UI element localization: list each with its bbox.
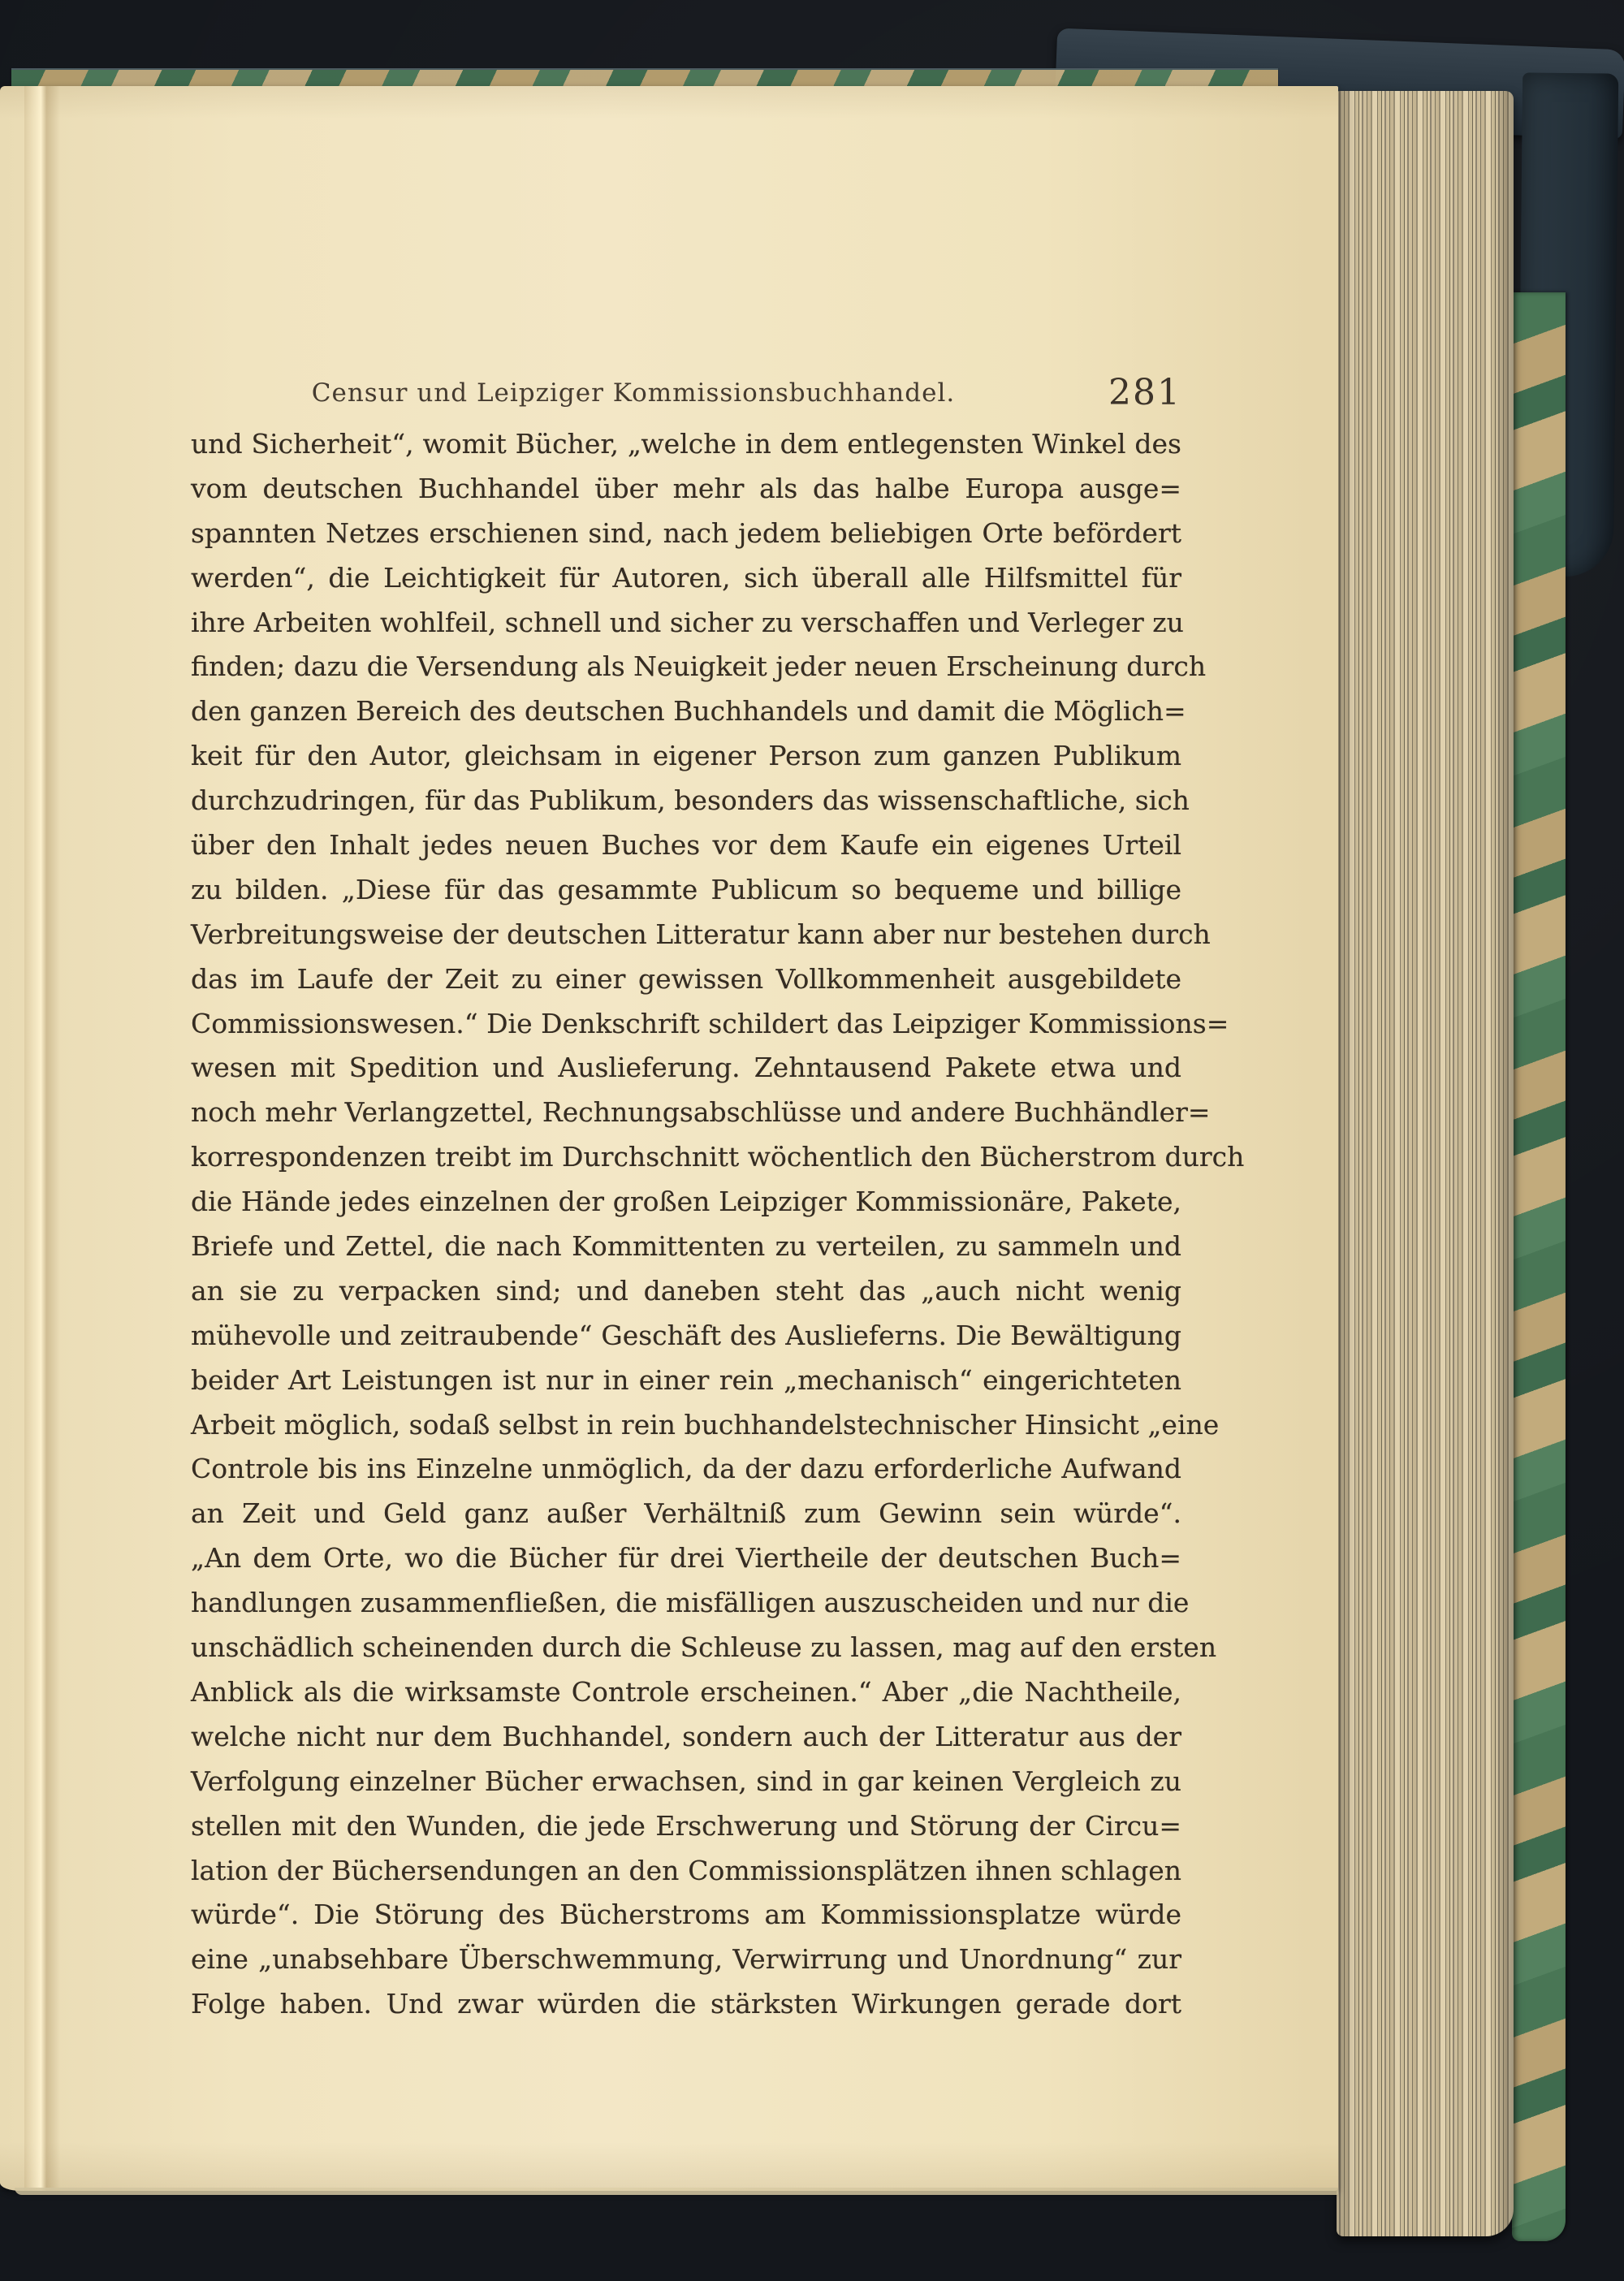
page-stack-fore-edge xyxy=(1337,91,1514,2236)
text-line: „An dem Orte, wo die Bücher für drei Viertheile der deutschen Buch= xyxy=(191,1542,1181,1575)
text-line: finden; dazu die Versendung als Neuigkeit jeder neuen Erscheinung durch xyxy=(191,650,1207,683)
text-line: welche nicht nur dem Buchhandel, sondern auch der Litteratur aus der xyxy=(191,1720,1181,1752)
text-line: Anblick als die wirksamste Controle erscheinen.“ Aber „die Nachtheile, xyxy=(191,1675,1181,1708)
text-line: das im Laufe der Zeit zu einer gewissen Vollkommenheit ausgebildete xyxy=(191,962,1181,995)
marbled-edge-right xyxy=(1512,292,1566,2241)
body-text xyxy=(191,422,1245,2027)
text-line: an Zeit und Geld ganz außer Verhältniß zum Gewinn sein würde“. xyxy=(191,1497,1181,1530)
text-line: Verbreitungsweise der deutschen Litteratur kann aber nur bestehen durch xyxy=(191,918,1211,950)
text-line: und Sicherheit“, womit Bücher, „welche in dem entlegensten Winkel des xyxy=(191,428,1181,460)
running-header-title: Censur und Leipziger Kommissionsbuchhandel. xyxy=(311,378,956,408)
text-line: würde“. Die Störung des Bücherstroms am Kommissionsplatze würde xyxy=(191,1899,1181,1931)
text-line: handlungen zusammenfließen, die misfälligen auszuscheiden und nur die xyxy=(191,1587,1190,1619)
text-line: eine „unabsehbare Überschwemmung, Verwirrung und Unordnung“ zur xyxy=(191,1943,1181,1976)
text-line: Arbeit möglich, sodaß selbst in rein buchhandelstechnischer Hinsicht „eine xyxy=(191,1408,1220,1441)
text-line: die Hände jedes einzelnen der großen Leipziger Kommissionäre, Pakete, xyxy=(191,1186,1181,1218)
text-line: über den Inhalt jedes neuen Buches vor dem Kaufe ein eigenes Urteil xyxy=(191,829,1181,862)
text-line: lation der Büchersendungen an den Commissionsplätzen ihnen schlagen xyxy=(191,1854,1181,1886)
page-number: 281 xyxy=(1108,372,1181,413)
text-line: unschädlich scheinenden durch die Schleuse zu lassen, mag auf den ersten xyxy=(191,1631,1217,1664)
page-bottom-edge xyxy=(15,2188,1338,2195)
text-line: Verfolgung einzelner Bücher erwachsen, sind in gar keinen Vergleich zu xyxy=(191,1765,1181,1797)
text-line: noch mehr Verlangzettel, Rechnungsabschlüsse und andere Buchhändler= xyxy=(191,1096,1211,1129)
text-line: ihre Arbeiten wohlfeil, schnell und sicher zu verschaffen und Verleger zu xyxy=(191,606,1184,638)
running-header xyxy=(191,372,1181,417)
gutter-fold xyxy=(24,86,60,2191)
text-line: Controle bis ins Einzelne unmöglich, da der dazu erforderliche Aufwand xyxy=(191,1453,1181,1485)
text-line: zu bilden. „Diese für das gesammte Publicum so bequeme und billige xyxy=(191,873,1181,905)
text-line: korrespondenzen treibt im Durchschnitt wöchentlich den Bücherstrom durch xyxy=(191,1141,1245,1173)
text-line: vom deutschen Buchhandel über mehr als das halbe Europa ausge= xyxy=(191,472,1181,504)
print-area xyxy=(191,86,1245,2191)
text-line: durchzudringen, für das Publikum, besonders das wissenschaftliche, sich xyxy=(191,784,1190,817)
text-line: stellen mit den Wunden, die jede Erschwerung und Störung der Circu= xyxy=(191,1809,1181,1842)
text-line: spannten Netzes erschienen sind, nach jedem beliebigen Orte befördert xyxy=(191,516,1181,549)
text-line: Folge haben. Und zwar würden die stärksten Wirkungen gerade dort xyxy=(191,1988,1181,2020)
text-line: mühevolle und zeitraubende“ Geschäft des Auslieferns. Die Bewältigung xyxy=(191,1319,1181,1351)
text-line: an sie zu verpacken sind; und daneben steht das „auch nicht wenig xyxy=(191,1274,1181,1307)
book-page xyxy=(0,86,1338,2191)
text-line: keit für den Autor, gleichsam in eigener Person zum ganzen Publikum xyxy=(191,740,1181,772)
text-line: den ganzen Bereich des deutschen Buchhandels und damit die Möglich= xyxy=(191,695,1186,728)
text-line: Commissionswesen.“ Die Denkschrift schildert das Leipziger Kommissions= xyxy=(191,1007,1229,1039)
text-line: werden“, die Leichtigkeit für Autoren, sich überall alle Hilfsmittel für xyxy=(191,561,1181,594)
text-line: Briefe und Zettel, die nach Kommittenten zu verteilen, zu sammeln und xyxy=(191,1230,1181,1263)
text-line: beider Art Leistungen ist nur in einer rein „mechanisch“ eingerichteten xyxy=(191,1363,1181,1396)
text-line: wesen mit Spedition und Auslieferung. Zehntausend Pakete etwa und xyxy=(191,1052,1181,1084)
